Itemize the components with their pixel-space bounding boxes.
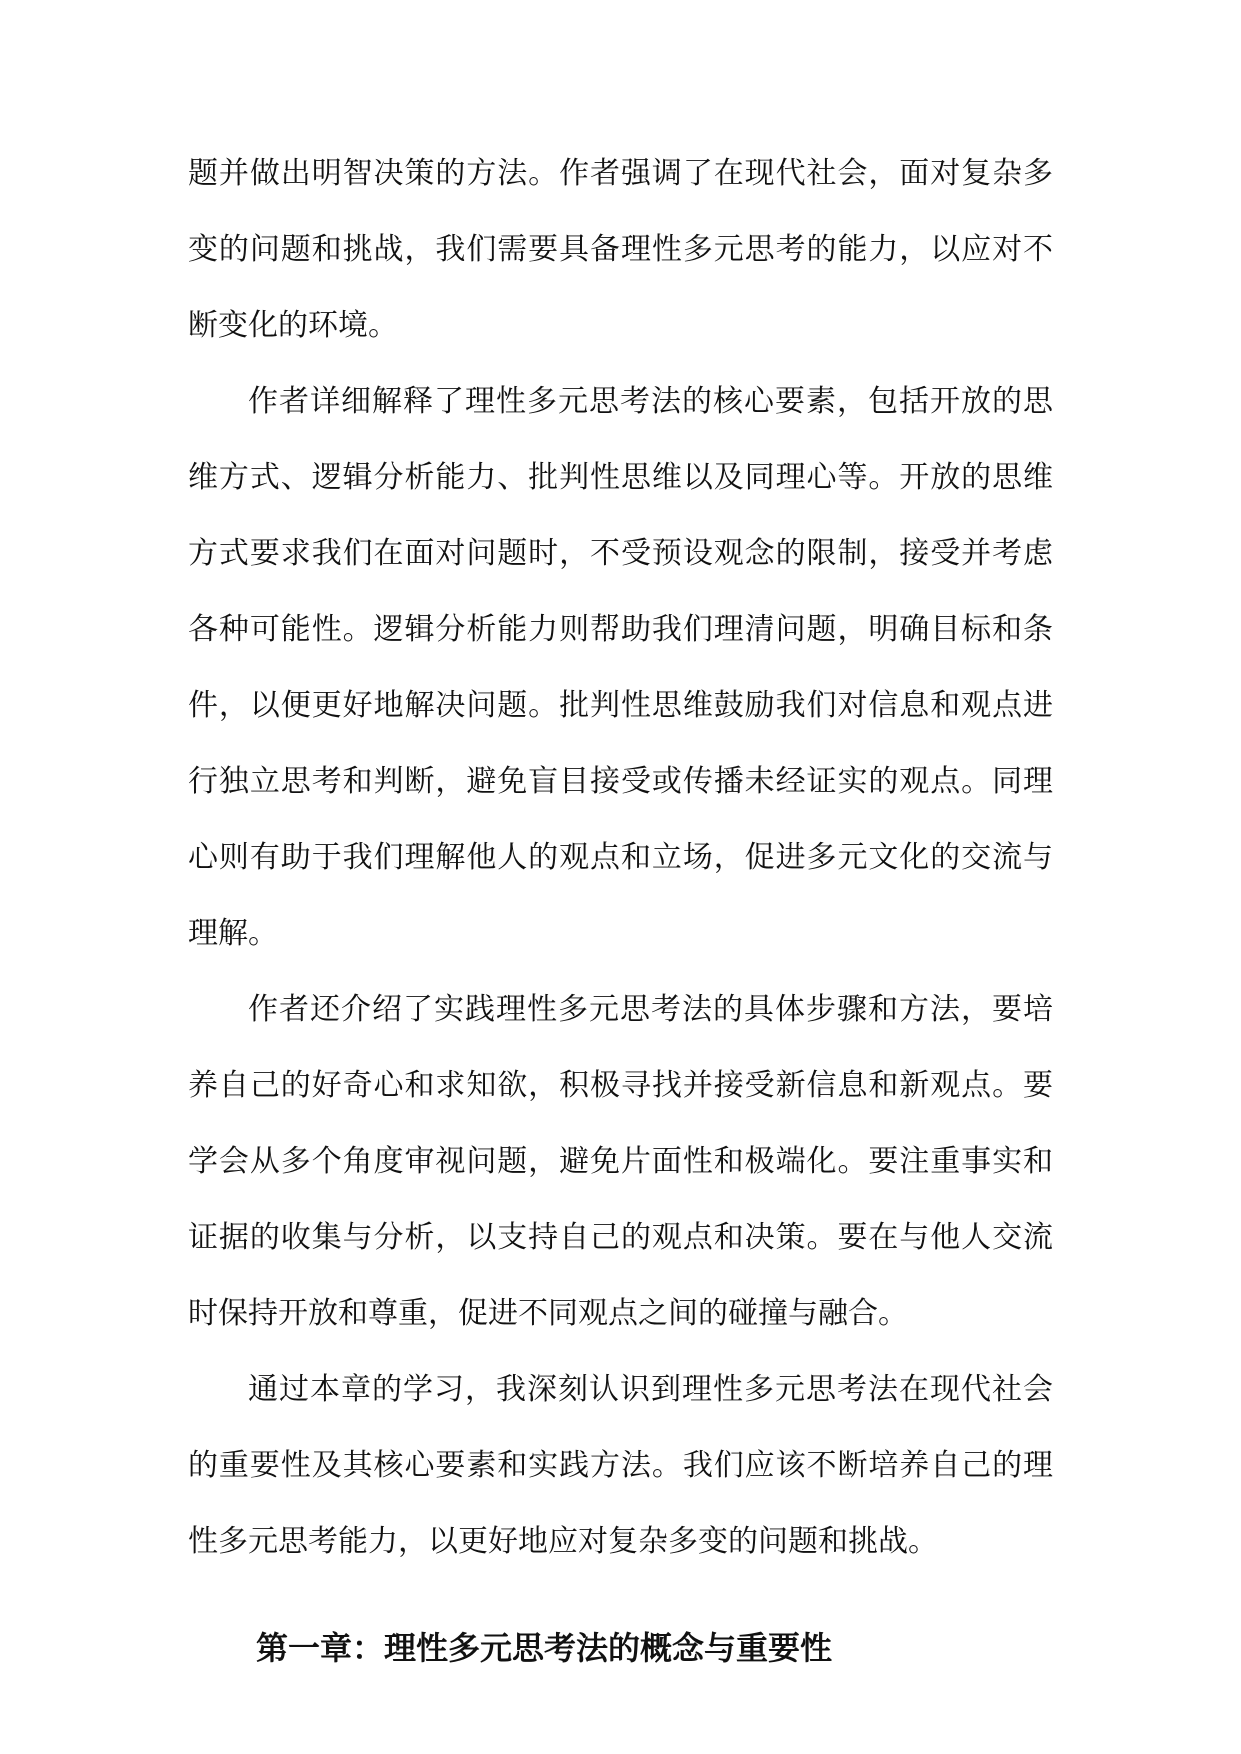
paragraph-conclusion: 通过本章的学习，我深刻认识到理性多元思考法在现代社会的重要性及其核心要素和实践方法。我们应该不断培养自己的理性多元思考能力，以更好地应对复杂多变的问题和挑战。 [188,1372,1053,1559]
paragraph-practice-steps: 作者还介绍了实践理性多元思考法的具体步骤和方法，要培养自己的好奇心和求知欲，积极寻找并接受新信息和新观点。要学会从多个角度审视问题，避免片面性和极端化。要注重事实和证据的收集与分析，以支持自己的观点和决策。要在与他人交流时保持开放和尊重，促进不同观点之间的碰撞与融合。 [188,992,1053,1331]
paragraph-core-elements: 作者详细解释了理性多元思考法的核心要素，包括开放的思维方式、逻辑分析能力、批判性思维以及同理心等。开放的思维方式要求我们在面对问题时，不受预设观念的限制，接受并考虑各种可能性。逻辑分析能力则帮助我们理清问题，明确目标和条件，以便更好地解决问题。批判性思维鼓励我们对信息和观点进行独立思考和判断，避免盲目接受或传播未经证实的观点。同理心则有助于我们理解他人的观点和立场，促进多元文化的交流与理解。 [188,384,1053,951]
chapter-heading: 第一章：理性多元思考法的概念与重要性 [256,1629,833,1667]
paragraph-continuation: 题并做出明智决策的方法。作者强调了在现代社会，面对复杂多变的问题和挑战，我们需要具备理性多元思考的能力，以应对不断变化的环境。 [188,156,1053,343]
document-body [188,136,1053,1686]
